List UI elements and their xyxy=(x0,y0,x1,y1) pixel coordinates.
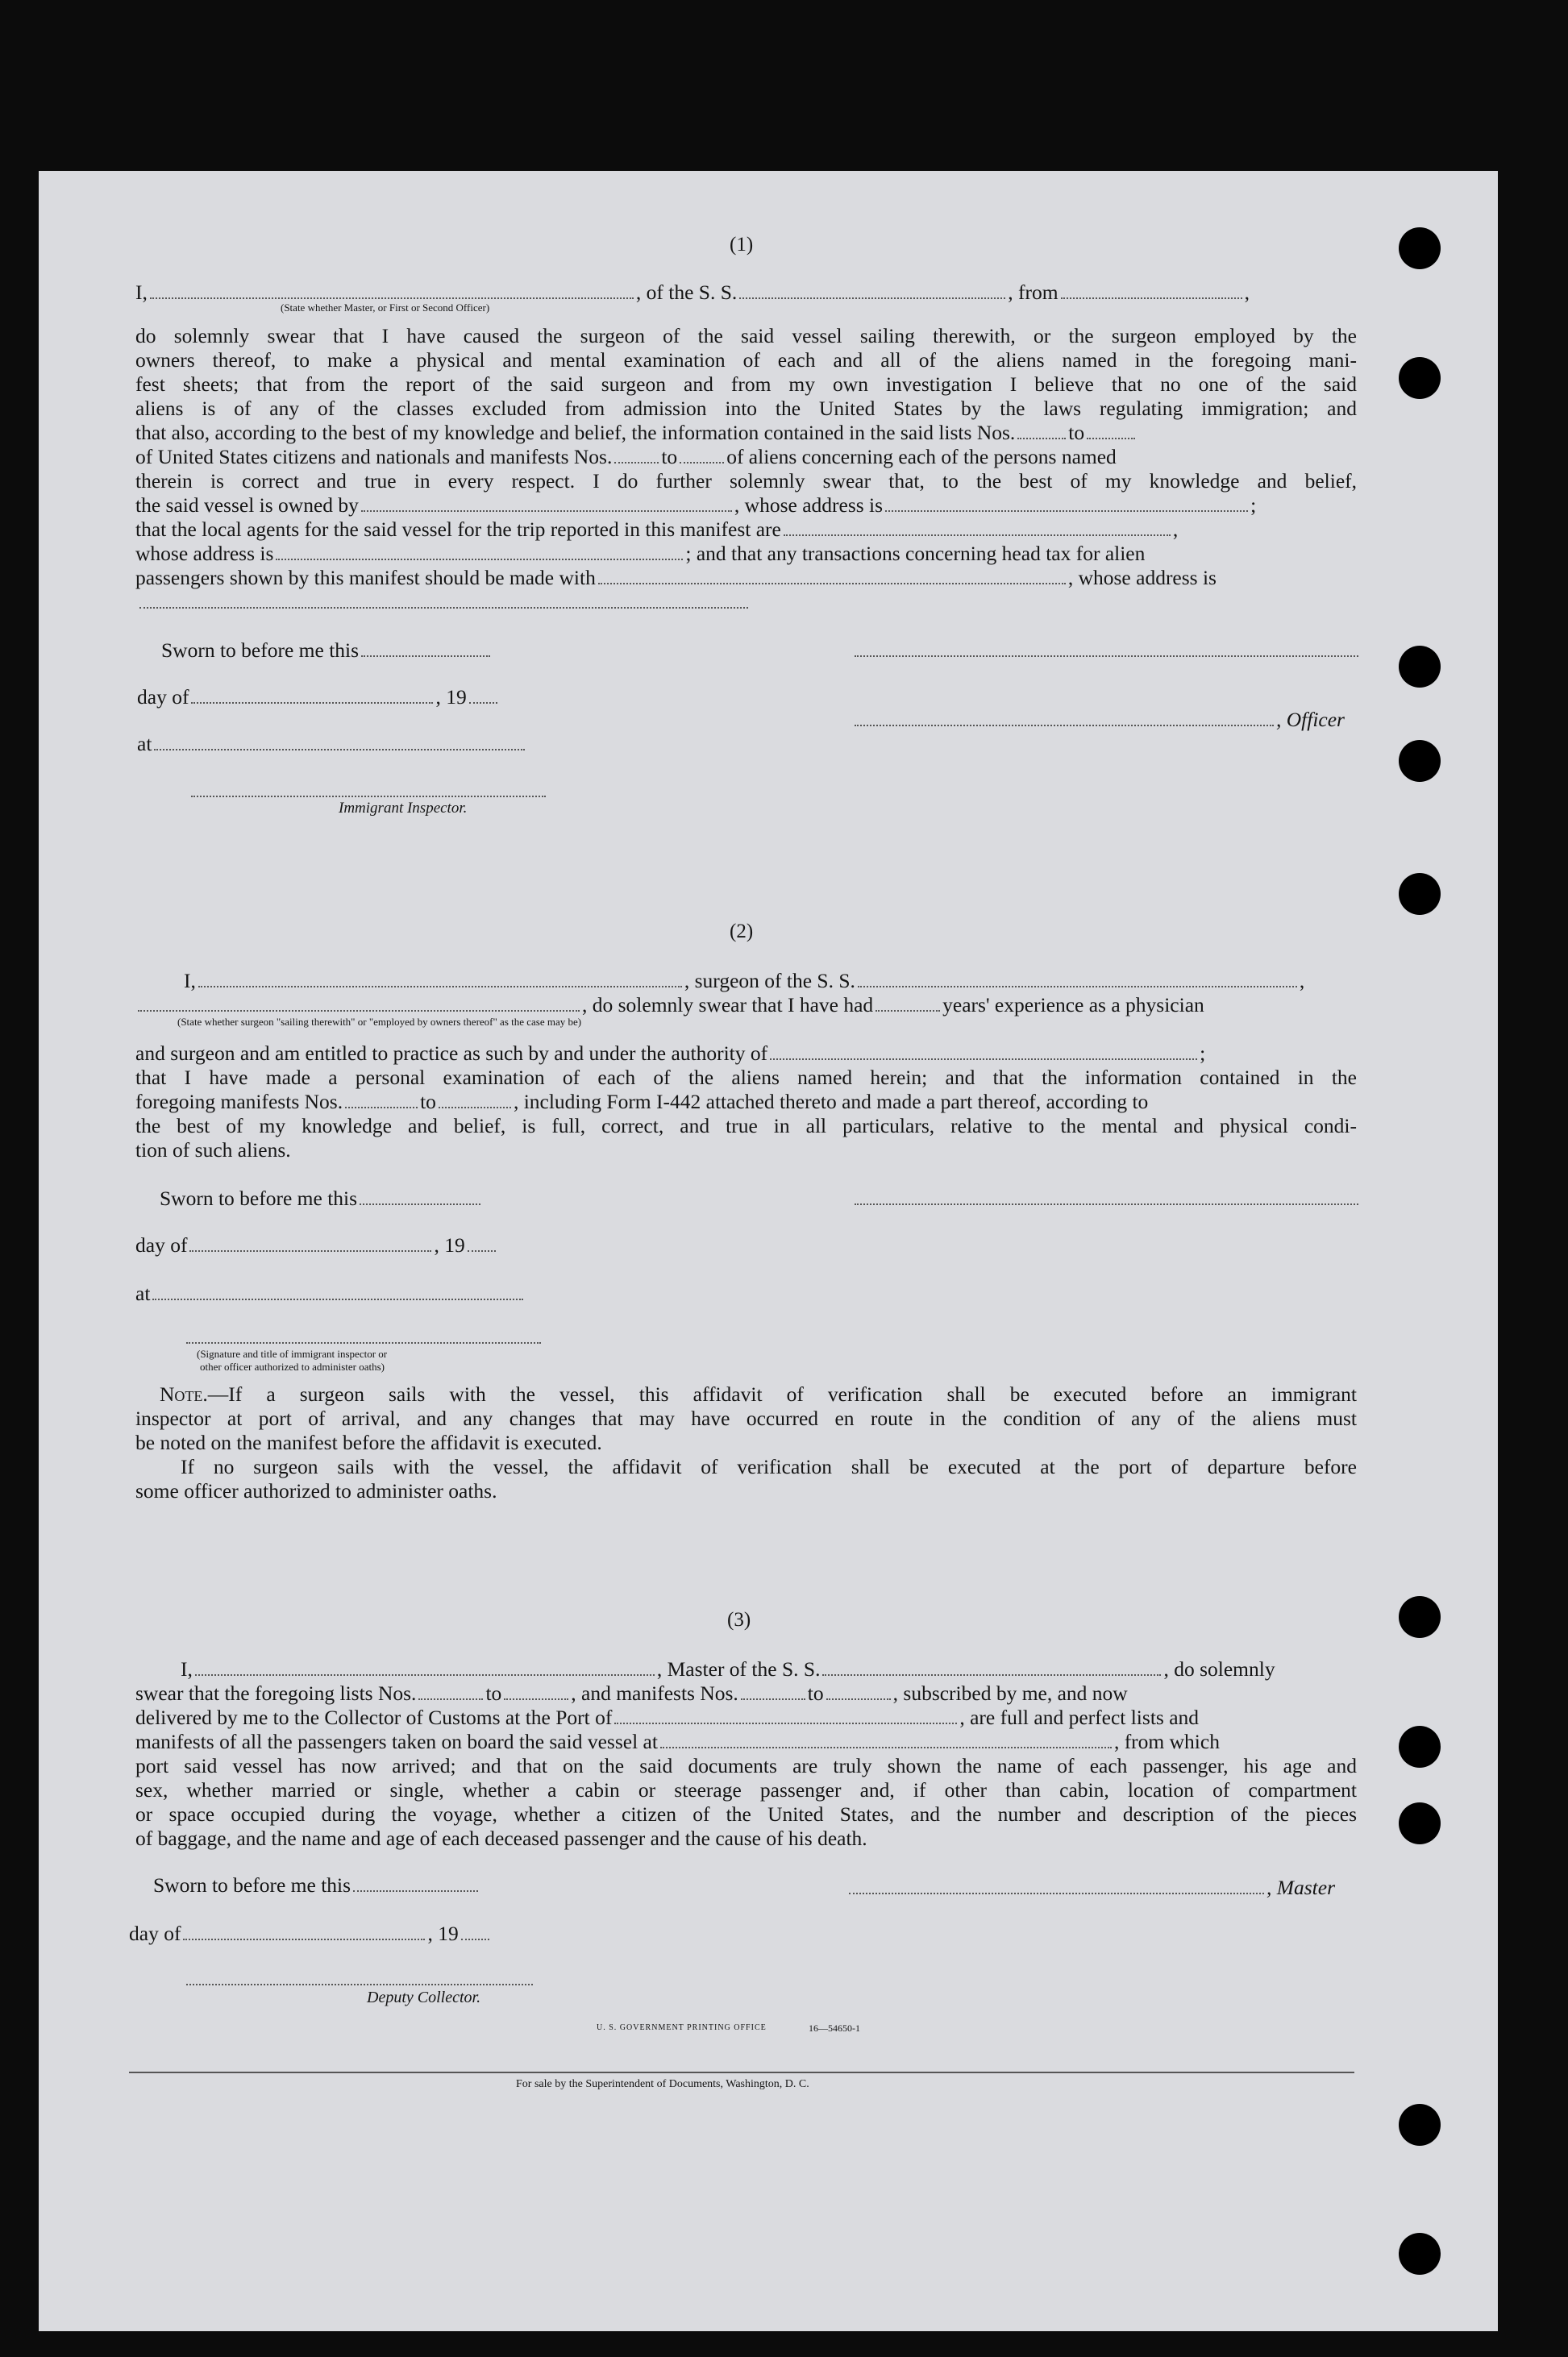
head-tax-address-blank[interactable] xyxy=(139,606,748,609)
punch-hole xyxy=(1399,227,1441,269)
note-line xyxy=(160,1382,1357,1407)
text: ; xyxy=(1200,1041,1206,1065)
section-1-line xyxy=(135,542,1357,566)
text: , xyxy=(1299,969,1305,992)
text: , xyxy=(1172,518,1179,541)
master-name-blank[interactable] xyxy=(195,1673,655,1676)
section-3-number: (3) xyxy=(727,1609,751,1631)
text: , are full and perfect lists and xyxy=(959,1706,1200,1729)
day-line xyxy=(129,1922,1350,1946)
form-number: 16—54650-1 xyxy=(809,2022,860,2034)
text: delivered by me to the Collector of Customs at the Port of xyxy=(135,1706,613,1729)
master-name-blank[interactable] xyxy=(150,297,634,299)
note-line: If no surgeon sails with the vessel, the affidavit of verification shall be executed at the port of departure before xyxy=(181,1455,1357,1478)
text: and surgeon and am entitled to practice as such by and under the authority of xyxy=(135,1041,768,1065)
year-blank[interactable] xyxy=(469,701,497,704)
text: , 19 xyxy=(435,685,467,709)
day-blank[interactable] xyxy=(183,1938,425,1940)
signature-note: other officer authorized to administer oaths) xyxy=(200,1361,385,1373)
section-3-line xyxy=(135,1730,1357,1754)
ship-name-blank[interactable] xyxy=(822,1673,1161,1676)
text: to xyxy=(485,1681,502,1705)
sale-imprint: For sale by the Superintendent of Documents, Washington, D. C. xyxy=(516,2078,809,2090)
day-blank[interactable] xyxy=(189,1249,431,1252)
text: , Master xyxy=(1266,1876,1335,1899)
text: that also, according to the best of my knowledge and belief, the information contained in the said lists Nos. xyxy=(135,421,1016,444)
section-3-line: or space occupied during the voyage, whether a citizen of the United States, and the number and description of the pieces xyxy=(135,1802,1357,1826)
section-1-line xyxy=(135,518,1357,542)
agents-address-blank[interactable] xyxy=(276,558,683,560)
ship-name-blank[interactable] xyxy=(858,985,1297,987)
day-line xyxy=(137,685,1358,709)
section-2-line: that I have made a personal examination of each of the aliens named herein; and that the information contained in the xyxy=(135,1066,1357,1089)
section-2-number: (2) xyxy=(730,921,754,942)
signature-blank[interactable] xyxy=(855,655,1358,657)
punch-hole xyxy=(1399,2233,1441,2275)
manifest-to-blank[interactable] xyxy=(680,461,724,464)
ship-name-blank[interactable] xyxy=(739,297,1005,299)
officer-line xyxy=(852,708,1360,732)
section-3-line xyxy=(181,1657,1357,1681)
text: Note. xyxy=(160,1382,208,1406)
section-1-line xyxy=(135,493,1357,518)
manifest-from-blank[interactable] xyxy=(741,1698,805,1700)
at-line xyxy=(135,1282,1357,1306)
punch-hole xyxy=(1399,1596,1441,1638)
section-3-line xyxy=(135,1681,1357,1706)
lists-from-blank[interactable] xyxy=(418,1698,483,1700)
punch-hole xyxy=(1399,740,1441,782)
surgeon-signature-blank[interactable] xyxy=(855,1203,1358,1205)
section-2-line xyxy=(135,1090,1357,1114)
surgeon-name-blank[interactable] xyxy=(198,985,682,987)
section-3-line: port said vessel has now arrived; and that on the said documents are truly shown the name of each passenger, his age and xyxy=(135,1754,1357,1777)
section-1-line: therein is correct and true in every respect. I do further solemnly swear that, to the best of my knowledge and belief, xyxy=(135,469,1357,493)
sworn-line xyxy=(161,638,1383,663)
text: Sworn to before me this xyxy=(160,1187,358,1210)
text: , from which xyxy=(1113,1730,1220,1753)
text: ; and that any transactions concerning head tax for alien xyxy=(685,542,1146,565)
text: of aliens concerning each of the persons named xyxy=(726,445,1117,468)
text: , of the S. S. xyxy=(635,281,738,304)
text: —If a surgeon sails with the vessel, this affidavit of verification shall be executed before an immigrant xyxy=(207,1382,1357,1406)
inspector-label: Immigrant Inspector. xyxy=(339,800,468,817)
text: , do solemnly swear that I have had xyxy=(582,993,874,1016)
text: passengers shown by this manifest should be made with xyxy=(135,566,596,589)
text: whose address is xyxy=(135,542,274,565)
master-signature-blank[interactable] xyxy=(849,1892,1264,1894)
text: day of xyxy=(135,1233,188,1257)
at-blank[interactable] xyxy=(154,748,525,750)
owner-blank[interactable] xyxy=(361,509,732,512)
section-1-line xyxy=(135,421,1357,445)
punch-hole xyxy=(1399,873,1441,915)
text: to xyxy=(420,1090,436,1113)
text: at xyxy=(137,732,152,755)
text: at xyxy=(135,1282,151,1305)
authority-blank[interactable] xyxy=(770,1058,1197,1060)
text: , Master of the S. S. xyxy=(656,1657,821,1681)
text: swear that the foregoing lists Nos. xyxy=(135,1681,417,1705)
sworn-date-blank[interactable] xyxy=(360,1203,480,1205)
text: ; xyxy=(1250,493,1257,517)
text: day of xyxy=(137,685,189,709)
gpo-imprint: U. S. GOVERNMENT PRINTING OFFICE xyxy=(597,2023,767,2032)
at-blank[interactable] xyxy=(152,1298,523,1300)
manifest-from-blank[interactable] xyxy=(345,1106,418,1108)
note-line: inspector at port of arrival, and any changes that may have occurred en route in the condition of any of the aliens must xyxy=(135,1407,1357,1430)
master-note: (State whether Master, or First or Second Officer) xyxy=(281,301,490,314)
text: Sworn to before me this xyxy=(161,638,360,662)
inspector-signature-blank[interactable] xyxy=(191,795,546,797)
text: I, xyxy=(135,281,148,304)
manifest-to-blank[interactable] xyxy=(826,1698,891,1700)
text: foregoing manifests Nos. xyxy=(135,1090,343,1113)
port-blank[interactable] xyxy=(614,1722,957,1724)
text: , Officer xyxy=(1276,708,1345,731)
text: , whose address is xyxy=(1067,566,1217,589)
text: , 19 xyxy=(427,1922,459,1945)
lists-to-blank[interactable] xyxy=(1087,437,1135,439)
signature-note: (Signature and title of immigrant inspector or xyxy=(197,1348,388,1360)
punch-hole xyxy=(1399,1726,1441,1768)
text: to xyxy=(661,445,678,468)
text: , subscribed by me, and now xyxy=(892,1681,1128,1705)
text: , whose address is xyxy=(734,493,884,517)
section-1-line: do solemnly swear that I have caused the surgeon of the said vessel sailing therewith, or the surgeon employed by the xyxy=(135,324,1357,347)
sworn-date-blank[interactable] xyxy=(353,1889,478,1892)
text: , 19 xyxy=(434,1233,465,1257)
year-blank[interactable] xyxy=(468,1249,496,1252)
day-blank[interactable] xyxy=(191,701,433,704)
section-1-line: aliens is of any of the classes excluded from admission into the United States by the laws regulating immigration; and xyxy=(135,397,1357,420)
note-line: be noted on the manifest before the affidavit is executed. xyxy=(135,1431,602,1454)
from-port-blank[interactable] xyxy=(1061,297,1242,299)
manifest-from-blank[interactable] xyxy=(614,461,659,464)
section-3-line xyxy=(135,1706,1357,1730)
note-line: some officer authorized to administer oaths. xyxy=(135,1479,497,1503)
section-1-line: fest sheets; that from the report of the said surgeon and from my own investigation I believe that no one of the said xyxy=(135,372,1357,396)
officer-signature-blank[interactable] xyxy=(855,724,1274,726)
text: , do solemnly xyxy=(1163,1657,1275,1681)
agents-blank[interactable] xyxy=(784,534,1171,536)
lists-to-blank[interactable] xyxy=(504,1698,568,1700)
text: to xyxy=(807,1681,824,1705)
text: Sworn to before me this xyxy=(153,1873,351,1897)
text: , from xyxy=(1008,281,1059,304)
text: to xyxy=(1068,421,1085,444)
sworn-line xyxy=(160,1187,1381,1211)
departure-port-blank[interactable] xyxy=(660,1746,1112,1748)
text: of United States citizens and nationals and manifests Nos. xyxy=(135,445,613,468)
manifest-to-blank[interactable] xyxy=(439,1106,511,1108)
text: day of xyxy=(129,1922,181,1945)
year-blank[interactable] xyxy=(461,1938,489,1940)
text: , surgeon of the S. S. xyxy=(684,969,855,992)
section-1-number: (1) xyxy=(730,234,754,256)
deputy-label: Deputy Collector. xyxy=(367,1989,481,2006)
punch-hole xyxy=(1399,2104,1441,2146)
at-line xyxy=(137,732,1358,756)
years-blank[interactable] xyxy=(876,1009,940,1012)
section-3-line: of baggage, and the name and age of each deceased passenger and the cause of his death. xyxy=(135,1827,867,1850)
master-line xyxy=(846,1876,1354,1900)
section-1-line: owners thereof, to make a physical and mental examination of each and all of the aliens named in the foregoing mani- xyxy=(135,348,1357,372)
head-tax-contact-blank[interactable] xyxy=(598,582,1066,584)
text: the said vessel is owned by xyxy=(135,493,359,517)
lists-from-blank[interactable] xyxy=(1017,437,1066,439)
day-line xyxy=(135,1233,1357,1257)
section-2-line: tion of such aliens. xyxy=(135,1138,291,1162)
section-1-line xyxy=(135,566,1357,590)
sworn-date-blank[interactable] xyxy=(361,655,490,657)
text: , including Form I-442 attached thereto and made a part thereof, according to xyxy=(513,1090,1149,1113)
punch-hole xyxy=(1399,1802,1441,1844)
text: manifests of all the passengers taken on board the said vessel at xyxy=(135,1730,658,1753)
section-3-line: sex, whether married or single, whether a cabin or steerage passenger and, if other than cabin, location of compartment xyxy=(135,1778,1357,1802)
surgeon-type-blank[interactable] xyxy=(138,1009,580,1012)
owner-address-blank[interactable] xyxy=(885,509,1248,512)
section-2-line xyxy=(184,969,1357,993)
section-1-line xyxy=(135,445,1357,469)
footer-rule xyxy=(129,2072,1354,2073)
text: , xyxy=(1244,281,1250,304)
inspector-signature-blank[interactable] xyxy=(186,1341,541,1344)
text: I, xyxy=(184,969,196,992)
punch-hole xyxy=(1399,357,1441,399)
deputy-signature-blank[interactable] xyxy=(186,1983,533,1985)
section-2-line xyxy=(135,1041,1357,1066)
text: that the local agents for the said vessel for the trip reported in this manifest are xyxy=(135,518,781,541)
surgeon-note: (State whether surgeon "sailing therewith" or "employed by owners thereof" as the case may be) xyxy=(177,1016,582,1028)
text: years' experience as a physician xyxy=(942,993,1204,1016)
section-2-line: the best of my knowledge and belief, is full, correct, and true in all particulars, relative to the mental and physical condi- xyxy=(135,1114,1357,1137)
text: I, xyxy=(181,1657,193,1681)
punch-hole xyxy=(1399,646,1441,688)
text: , and manifests Nos. xyxy=(571,1681,738,1705)
section-2-line xyxy=(135,993,1357,1017)
